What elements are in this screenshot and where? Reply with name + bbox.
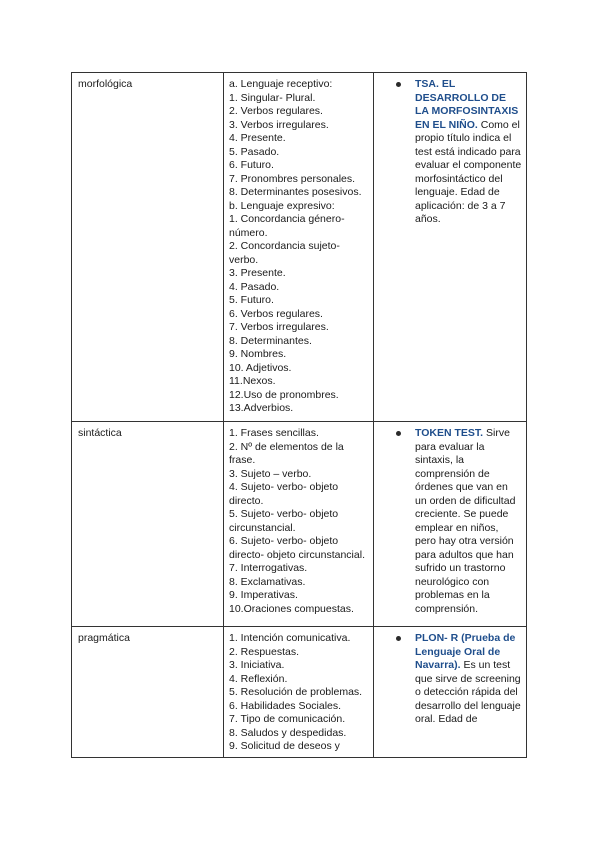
category-cell [72,73,224,422]
list-item: 7. Interrogativas. [229,562,308,574]
bullet-icon [396,636,401,641]
list-item: 9. Imperativas. [229,589,298,601]
evaluation-table [71,72,527,758]
list-item: 2. Concordancia sujeto-verbo. [229,240,340,266]
items-cell [224,422,374,627]
list-item: 2. Respuestas. [229,645,300,658]
list-item: 5. Pasado. [229,145,280,158]
list-item: 10. Adjetivos. [229,361,292,374]
list-item: 6. Habilidades Sociales. [229,699,342,712]
test-name: TSA. EL DESARROLLO DE LA MORFOSINTAXIS EN EL NIÑO. [415,78,519,131]
list-item: 9. Solicitud de deseos y [229,740,340,752]
category-cell [72,422,224,627]
test-description: Como el propio título indica el test está indicado para evaluar el componente morfosintáctico del lenguaje. Edad de aplicación: de 3 a 7 años. [415,118,522,225]
table-body [72,73,527,758]
list-item: 1. Frases sencillas. [229,427,319,439]
test-description: Es un test que sirve de screening o detección rápida del desarrollo del lenguaje oral. Edad de [415,659,521,725]
test-list-item [415,632,522,727]
list-item: 7. Pronombres personales. [229,172,356,185]
list-item: 4. Sujeto- verbo- objeto directo. [229,481,339,507]
test-cell [374,627,527,758]
list-item: 1. Concordancia género-número. [229,213,345,239]
list-item: 6. Verbos regulares. [229,307,323,320]
table-row [72,73,527,422]
list-item: 1. Intención comunicativa. [229,632,351,644]
table-row [72,422,527,627]
list-item: 9. Nombres. [229,348,287,360]
list-item: 4. Presente. [229,132,286,144]
list-item: 10.Oraciones compuestas. [229,602,354,615]
category-cell [72,627,224,758]
category-label: pragmática [78,632,130,644]
list-item: 6. Futuro. [229,159,274,171]
list-item: 8. Exclamativas. [229,575,306,588]
list-item: b. Lenguaje expresivo: [229,199,335,212]
list-item: 6. Sujeto- verbo- objeto directo- objeto circunstancial. [229,535,365,561]
list-item: 8. Determinantes posesivos. [229,186,362,198]
list-item: 5. Sujeto- verbo- objeto circunstancial. [229,508,339,534]
list-item: 2. Nº de elementos de la frase. [229,440,344,466]
list-item: 7. Verbos irregulares. [229,321,329,333]
list-item: 13.Adverbios. [229,402,294,414]
list-item: 8. Determinantes. [229,334,312,347]
test-name: TOKEN TEST. [415,427,484,439]
list-item: 4. Reflexión. [229,672,288,685]
list-item: 12.Uso de pronombres. [229,388,339,401]
list-item: 5. Futuro. [229,294,274,306]
list-item: 4. Pasado. [229,280,280,293]
test-description: Sirve para evaluar la sintaxis, la comprensión de órdenes que van en un orden de dificultad creciente. Se puede emplear en niños, pero hay otra versión para adultos que han sufrido un trastorno neurológico con problemas en la comprensión. [415,427,516,615]
test-cell [374,73,527,422]
test-list [383,78,522,227]
items-cell [224,73,374,422]
list-item: 3. Verbos irregulares. [229,118,329,131]
test-list [383,632,522,727]
list-item: 3. Iniciativa. [229,659,285,671]
bullet-icon [396,431,401,436]
test-cell [374,422,527,627]
list-item: 5. Resolución de problemas. [229,686,363,698]
table-row [72,627,527,758]
list-item: 11.Nexos. [229,375,276,387]
test-name: PLON- R (Prueba de Lenguaje Oral de Navarra). [415,632,516,671]
category-label: sintáctica [78,427,122,439]
list-item: 1. Singular- Plural. [229,91,316,104]
list-item: a. Lenguaje receptivo: [229,78,333,90]
list-item: 2. Verbos regulares. [229,105,323,117]
list-item: 3. Presente. [229,267,286,279]
list-item: 3. Sujeto – verbo. [229,467,312,480]
list-item: 7. Tipo de comunicación. [229,713,346,725]
bullet-icon [396,82,401,87]
items-cell [224,627,374,758]
list-item: 8. Saludos y despedidas. [229,726,347,739]
test-list-item [415,427,522,616]
test-list-item [415,78,522,227]
category-label: morfológica [78,78,133,90]
test-list [383,427,522,616]
